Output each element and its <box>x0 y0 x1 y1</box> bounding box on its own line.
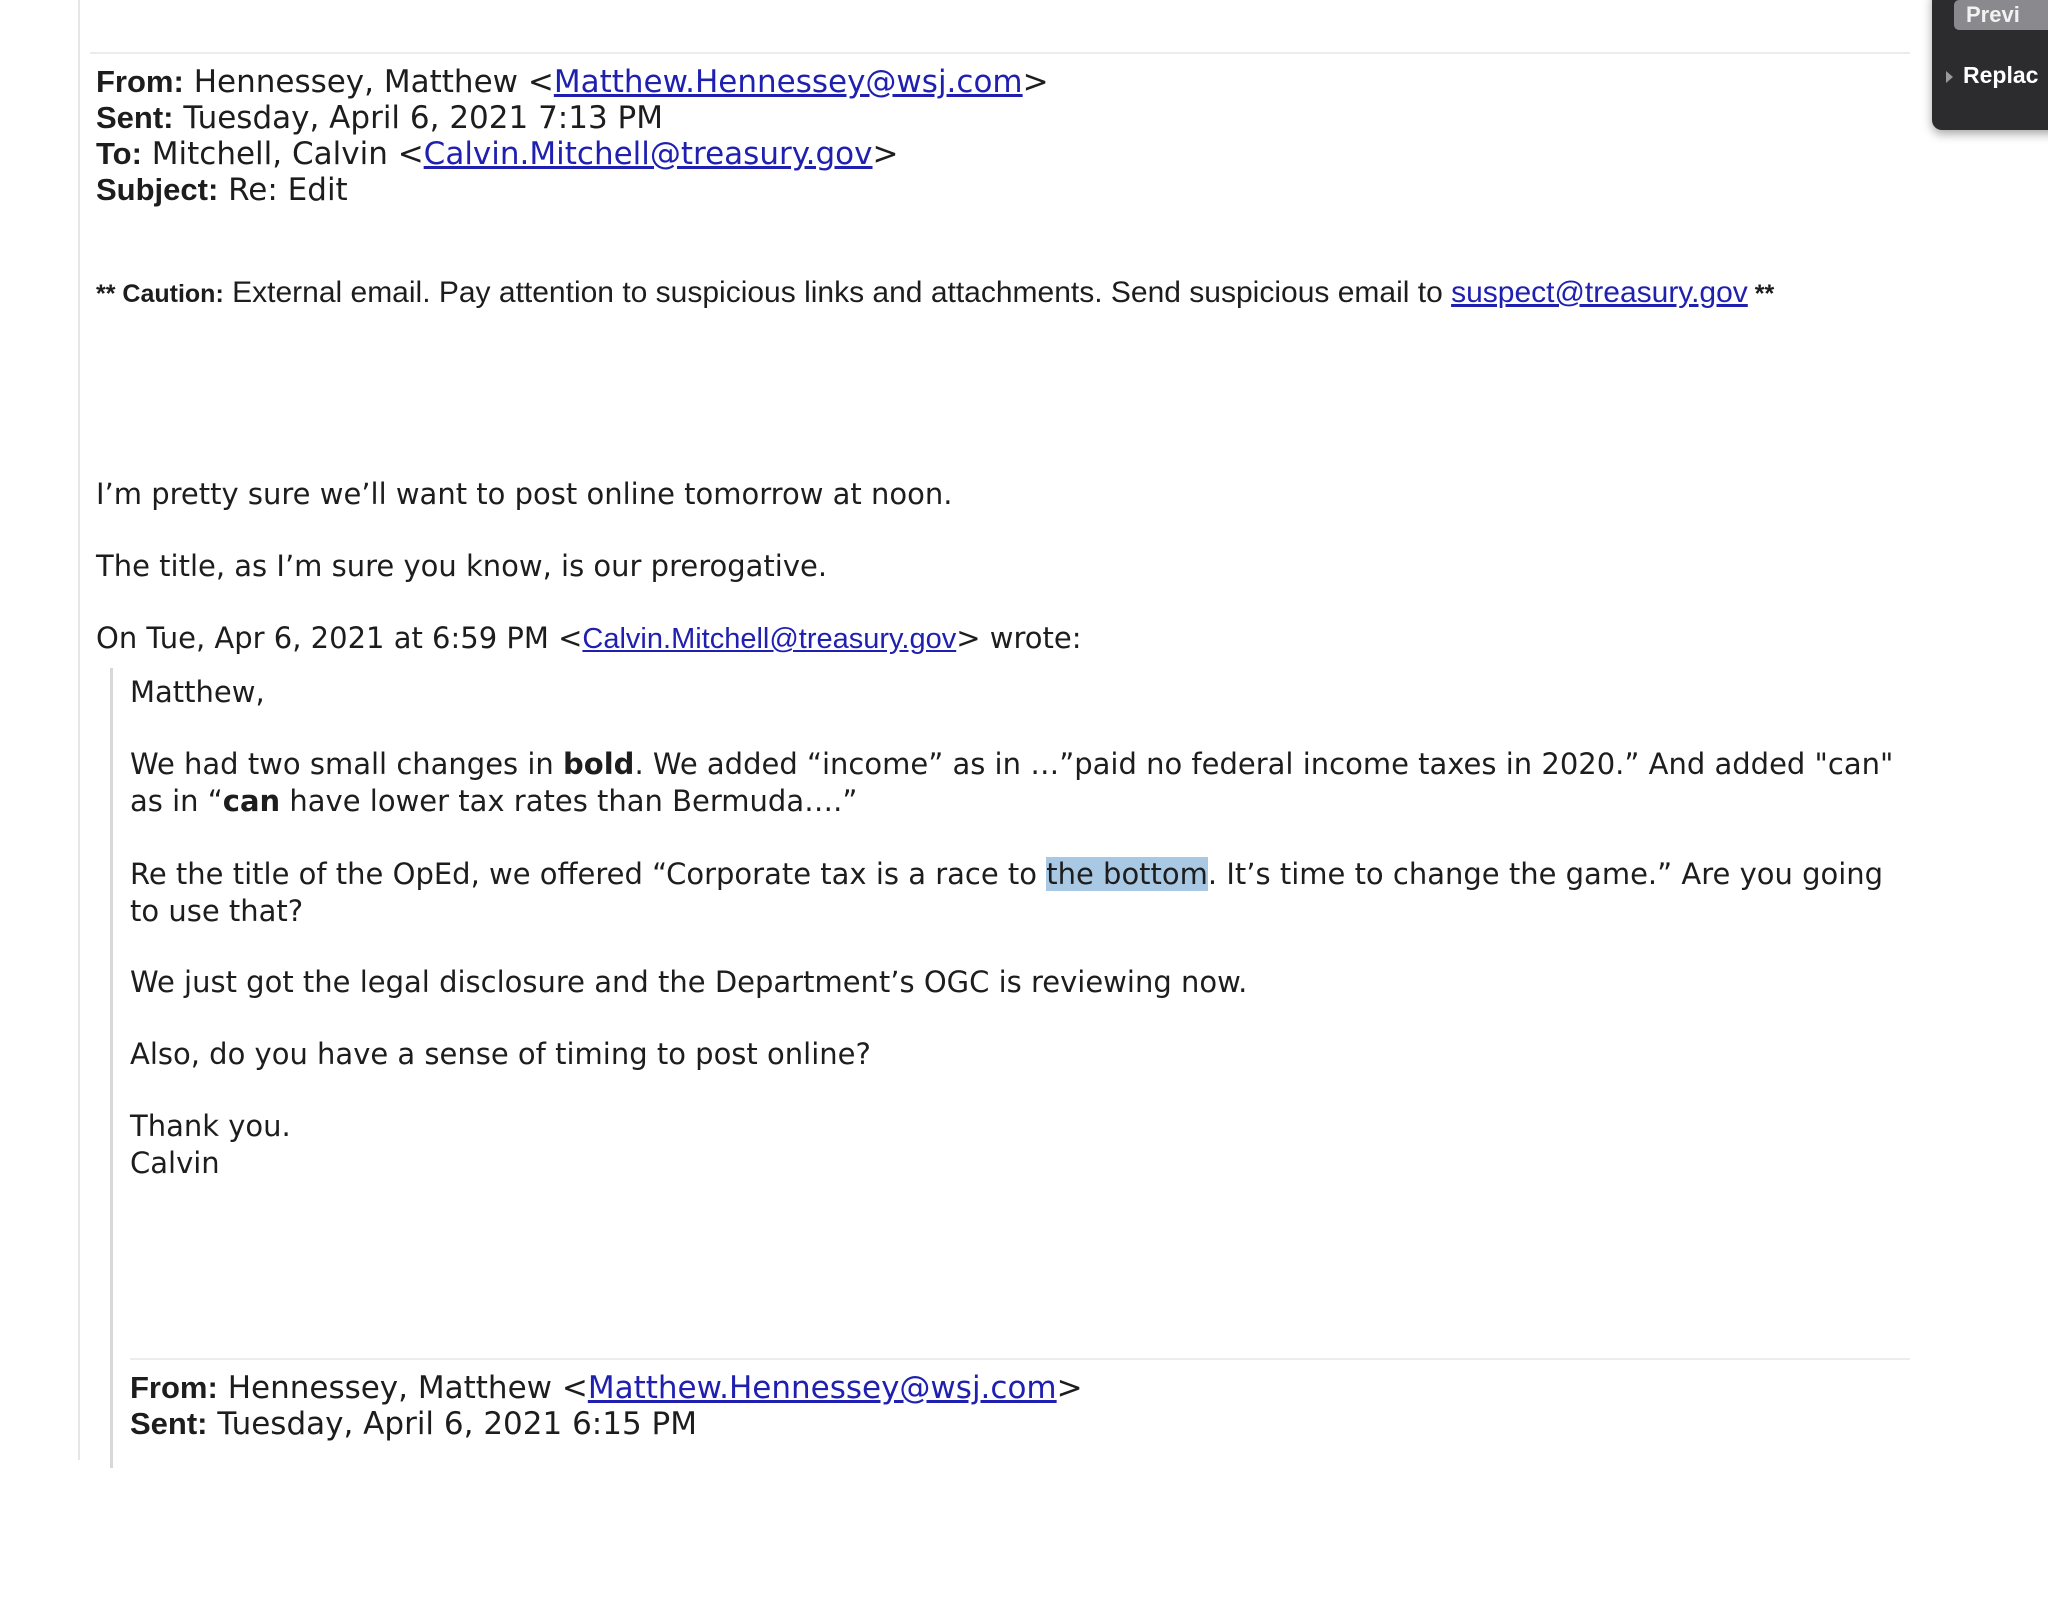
quoted-email-header <box>130 1370 1083 1442</box>
p1-text-b: . We added “income” as in …”paid no federal income taxes in 2020.” And added "can" <box>634 747 1894 781</box>
quoted-sent-label: Sent: <box>130 1406 208 1441</box>
replace-menu-item[interactable] <box>1946 62 2038 89</box>
subject-row <box>96 172 1049 208</box>
quoted-from-row <box>130 1370 1083 1406</box>
quoted-from-bracket: > <box>1056 1370 1083 1406</box>
caution-prefix: ** <box>96 280 123 308</box>
from-row <box>96 64 1049 100</box>
quote-intro-prefix: On Tue, Apr 6, 2021 at 6:59 PM < <box>96 621 583 655</box>
suspect-email-link[interactable]: suspect@treasury.gov <box>1451 276 1748 309</box>
caution-banner <box>96 276 1774 310</box>
subject-value: Re: Edit <box>228 172 348 208</box>
email-header <box>96 64 1049 208</box>
p2-text-a: Re the title of the OpEd, we offered “Corporate tax is a race to <box>130 857 1047 891</box>
quoted-greeting: Matthew, <box>130 675 265 709</box>
quoted-from-name: Hennessey, Matthew < <box>227 1370 588 1406</box>
reply-line-2: The title, as I’m sure you know, is our prerogative. <box>96 549 828 583</box>
left-margin-line <box>78 0 80 1460</box>
quoted-thanks: Thank you. <box>130 1109 291 1143</box>
reply-line-1: I’m pretty sure we’ll want to post online tomorrow at noon. <box>96 477 953 511</box>
quoted-signature: Calvin <box>130 1146 220 1180</box>
caution-text: External email. Pay attention to suspicious links and attachments. Send suspicious email to <box>223 276 1452 309</box>
quote-intro <box>96 620 1081 658</box>
quote-intro-suffix: > wrote: <box>956 621 1082 655</box>
caution-label: Caution: <box>122 280 224 308</box>
to-email-link[interactable]: Calvin.Mitchell@treasury.gov <box>423 136 873 172</box>
from-name: Hennessey, Matthew < <box>193 64 554 100</box>
sent-value: Tuesday, April 6, 2021 7:13 PM <box>183 100 663 136</box>
replace-label: Replac <box>1963 62 2039 88</box>
caution-suffix: ** <box>1747 280 1775 308</box>
to-label: To: <box>96 136 142 171</box>
quoted-from-email-link[interactable]: Matthew.Hennessey@wsj.com <box>587 1370 1057 1406</box>
quoted-paragraph-4: Also, do you have a sense of timing to post online? <box>130 1037 871 1071</box>
from-label: From: <box>96 64 184 99</box>
p2-text-b: . It’s time to change the game.” Are you going <box>1207 857 1884 891</box>
subject-label: Subject: <box>96 172 219 207</box>
quote-intro-email-link[interactable]: Calvin.Mitchell@treasury.gov <box>582 623 957 655</box>
quoted-paragraph-1-line-2 <box>130 783 857 820</box>
quoted-paragraph-2-line-2: to use that? <box>130 894 304 928</box>
from-bracket: > <box>1022 64 1049 100</box>
disclosure-triangle-icon <box>1946 71 1953 83</box>
highlighted-text[interactable]: the bottom <box>1046 857 1208 891</box>
quoted-from-label: From: <box>130 1370 218 1405</box>
p1-bold: bold <box>563 747 635 781</box>
quote-bar <box>110 668 113 1468</box>
preview-button[interactable]: Previ <box>1954 0 2048 30</box>
from-email-link[interactable]: Matthew.Hennessey@wsj.com <box>553 64 1023 100</box>
p1-text-d: have lower tax rates than Bermuda….” <box>280 784 858 818</box>
to-name: Mitchell, Calvin < <box>151 136 424 172</box>
p1-text-c: as in “ <box>130 784 223 818</box>
quoted-header-divider <box>130 1358 1910 1360</box>
sent-row <box>96 100 1049 136</box>
quoted-paragraph-1-line-1 <box>130 746 1893 783</box>
quoted-paragraph-3: We just got the legal disclosure and the Department’s OGC is reviewing now. <box>130 965 1248 999</box>
quoted-sent-value: Tuesday, April 6, 2021 6:15 PM <box>217 1406 697 1442</box>
to-row <box>96 136 1049 172</box>
quoted-sent-row <box>130 1406 1083 1442</box>
to-bracket: > <box>872 136 899 172</box>
context-popup-menu <box>1932 0 2048 130</box>
quoted-paragraph-2-line-1 <box>130 856 1883 893</box>
header-divider <box>90 52 1910 54</box>
p1-text-a: We had two small changes in <box>130 747 564 781</box>
p1-bold-2: can <box>222 784 281 818</box>
sent-label: Sent: <box>96 100 174 135</box>
